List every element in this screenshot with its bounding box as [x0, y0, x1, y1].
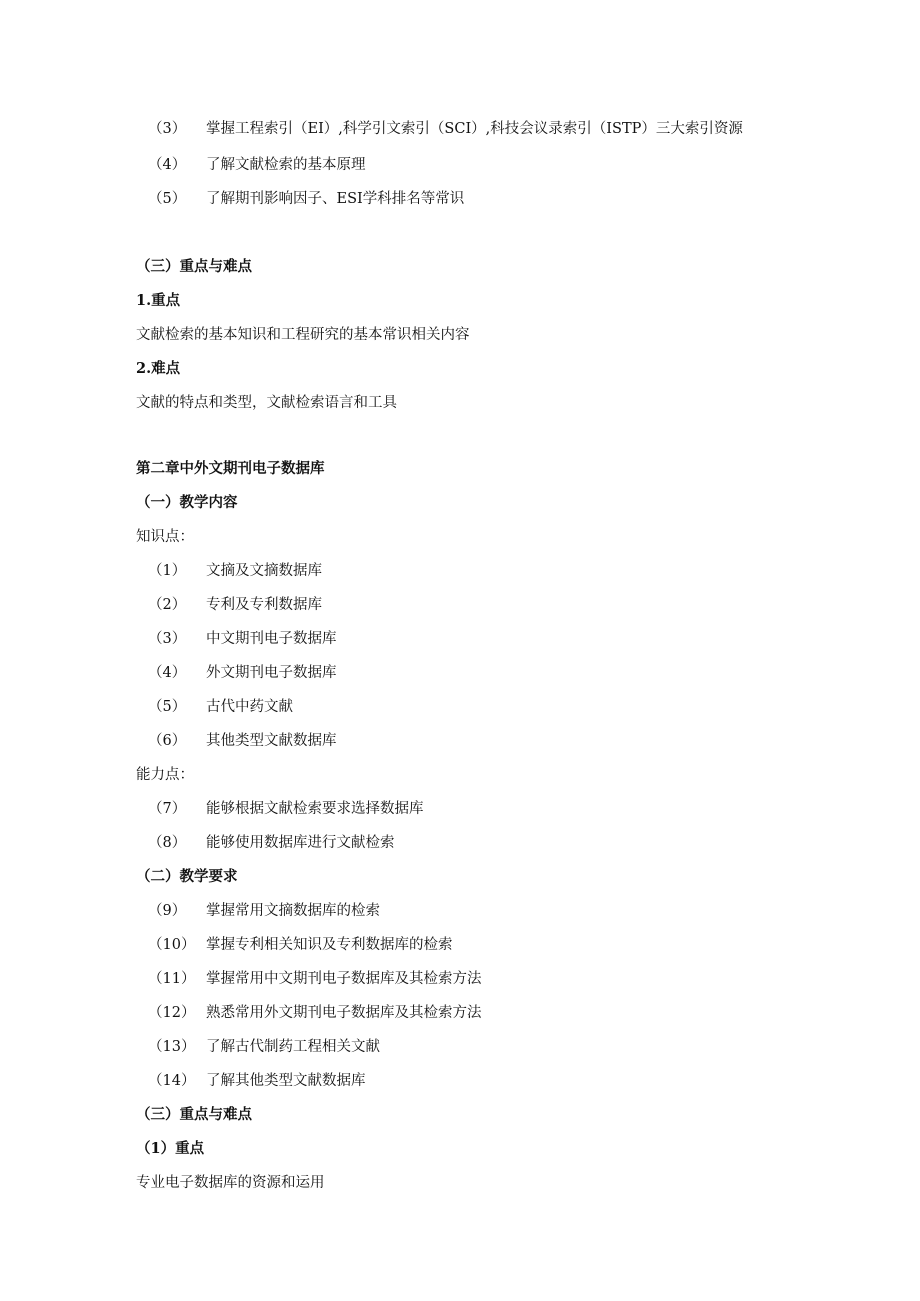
item-number: （14） [148, 1073, 196, 1089]
item-text: 文摘及文摘数据库 [206, 563, 322, 579]
item-number: （2） [148, 597, 187, 613]
item-number: （5） [148, 699, 187, 715]
item-number: （10） [148, 937, 196, 953]
item-text: 外文期刊电子数据库 [206, 665, 337, 681]
ability-label: 能力点： [136, 767, 194, 783]
item-text: 能够根据文献检索要求选择数据库 [206, 801, 424, 817]
item-text: 了解古代制药工程相关文献 [206, 1039, 380, 1055]
item-number: （1） [148, 563, 187, 579]
item-text: 掌握专利相关知识及专利数据库的检索 [206, 937, 453, 953]
item-number: （13） [148, 1039, 196, 1055]
section-heading: （一）教学内容 [136, 494, 238, 511]
item-number: （6） [148, 733, 187, 749]
item-text: 掌握常用文摘数据库的检索 [206, 903, 380, 919]
paragraph: 专业电子数据库的资源和运用 [136, 1175, 325, 1191]
item-text: 了解文献检索的基本原理 [206, 157, 366, 173]
paragraph: 文献检索的基本知识和工程研究的基本常识相关内容 [136, 327, 470, 343]
item-text: 了解其他类型文献数据库 [206, 1073, 366, 1089]
item-text: 专利及专利数据库 [206, 597, 322, 613]
item-text: 中文期刊电子数据库 [206, 631, 337, 647]
item-text: 掌握常用中文期刊电子数据库及其检索方法 [206, 971, 482, 987]
item-text: 了解期刊影响因子、ESI学科排名等常识 [206, 191, 465, 207]
item-number: （11） [148, 971, 196, 987]
knowledge-label: 知识点： [136, 529, 194, 545]
item-text: 能够使用数据库进行文献检索 [206, 835, 395, 851]
item-text: 熟悉常用外文期刊电子数据库及其检索方法 [206, 1005, 482, 1021]
item-text: 古代中药文献 [206, 699, 293, 715]
paragraph: 文献的特点和类型，文献检索语言和工具 [136, 395, 397, 411]
item-number: （4） [148, 157, 187, 173]
item-number: （3） [148, 121, 187, 137]
section-heading: （三）重点与难点 [136, 258, 252, 275]
item-number: （12） [148, 1005, 196, 1021]
section-heading: （三）重点与难点 [136, 1106, 252, 1123]
item-number: （8） [148, 835, 187, 851]
item-number: （3） [148, 631, 187, 647]
subheading-key: （1）重点 [136, 1140, 205, 1157]
item-text: 其他类型文献数据库 [206, 733, 337, 749]
section-heading: （二）教学要求 [136, 868, 238, 885]
subheading-difficulty: 2.难点 [136, 360, 181, 377]
item-number: （9） [148, 903, 187, 919]
item-number: （4） [148, 665, 187, 681]
item-number: （5） [148, 191, 187, 207]
chapter-title: 第二章中外文期刊电子数据库 [136, 460, 325, 477]
subheading-key: 1.重点 [136, 292, 181, 309]
item-number: （7） [148, 801, 187, 817]
item-text: 掌握工程索引（EI）,科学引文索引（SCI）,科技会议录索引（ISTP）三大索引资源 [206, 121, 743, 137]
